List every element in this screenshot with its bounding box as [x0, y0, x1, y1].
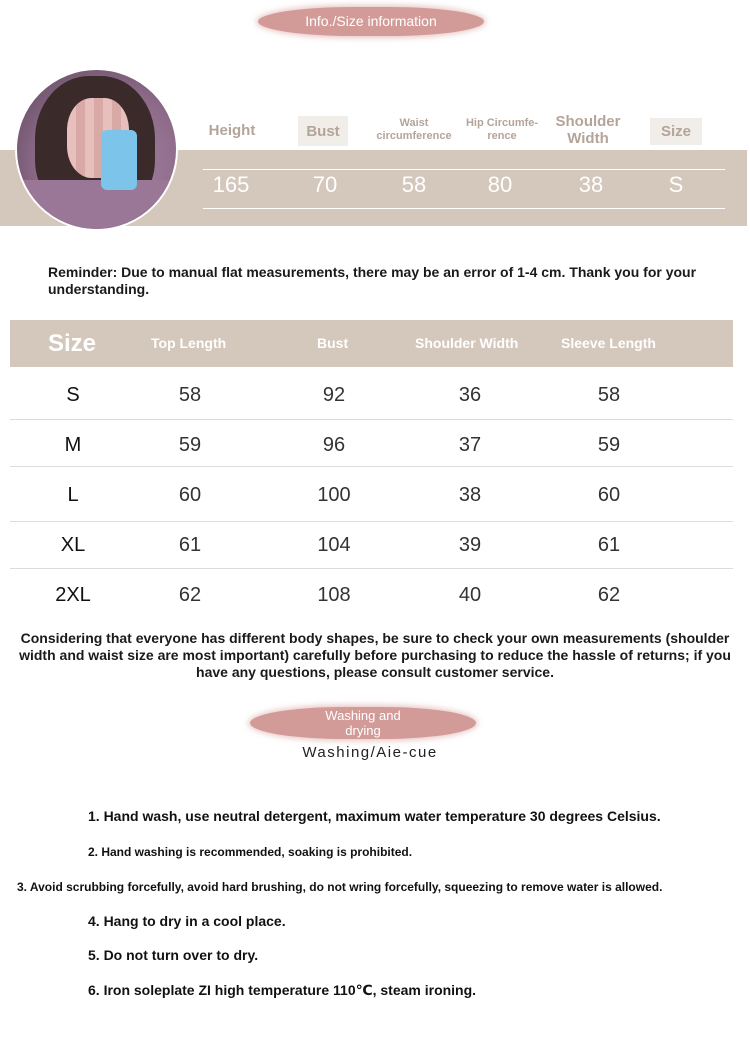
- washing-item-4: 4. Hang to dry in a cool place.: [88, 913, 286, 929]
- body-shape-note: Considering that everyone has different body shapes, be sure to check your own measurements (shoulder width and waist size are most important) carefully before purchasing to reduce the hassle of returns; if you have any questions, please consult customer service.: [19, 630, 731, 680]
- size-table-header-sleeve: Sleeve Length: [561, 335, 656, 351]
- table-row-divider: [10, 521, 733, 522]
- size-row-s-sleeve: 58: [597, 384, 621, 406]
- model-avatar: [15, 68, 178, 231]
- avatar-phone: [101, 130, 137, 190]
- size-row-xl-top-length: 61: [178, 534, 202, 556]
- size-table-header-bust: Bust: [317, 335, 349, 351]
- size-row-s-shoulder: 36: [458, 384, 482, 406]
- measurement-reminder: Reminder: Due to manual flat measurements, there may be an error of 1-4 cm. Thank you for your understanding.: [48, 264, 697, 297]
- model-value-waist: 58: [401, 172, 427, 197]
- table-row-divider: [10, 466, 733, 467]
- model-value-size: S: [668, 172, 684, 197]
- banner-washing-line1: Washing and: [325, 708, 401, 723]
- size-row-l-bust: 100: [317, 484, 351, 506]
- washing-item-2: 2. Hand washing is recommended, soaking is prohibited.: [88, 845, 413, 859]
- size-row-2xl-size: 2XL: [55, 584, 91, 606]
- size-row-xl-size: XL: [60, 534, 86, 556]
- size-row-xl-sleeve: 61: [597, 534, 621, 556]
- size-table-header-top-length: Top Length: [151, 335, 227, 351]
- size-row-m-bust: 96: [322, 434, 346, 456]
- size-row-l-top-length: 60: [178, 484, 202, 506]
- model-header-size: Size: [650, 118, 702, 145]
- avatar-body: [17, 180, 178, 231]
- size-row-2xl-sleeve: 62: [597, 584, 621, 606]
- table-row-divider: [10, 419, 733, 420]
- washing-item-5: 5. Do not turn over to dry.: [88, 947, 259, 963]
- section-banner-info: [258, 7, 484, 36]
- size-row-2xl-shoulder: 40: [458, 584, 482, 606]
- size-row-m-size: M: [64, 434, 82, 456]
- model-value-shoulder: 38: [578, 172, 604, 197]
- model-header-shoulder: Shoulder Width: [555, 113, 621, 147]
- washing-item-3: 3. Avoid scrubbing forcefully, avoid hard brushing, do not wring forcefully, squeezing to remove water is allowed.: [17, 880, 663, 894]
- banner-info-text: Info./Size information: [305, 13, 437, 29]
- model-divider-bottom: [203, 208, 725, 209]
- size-row-2xl-bust: 108: [317, 584, 351, 606]
- size-row-m-top-length: 59: [178, 434, 202, 456]
- size-row-xl-bust: 104: [317, 534, 351, 556]
- washing-item-1: 1. Hand wash, use neutral detergent, maximum water temperature 30 degrees Celsius.: [88, 808, 661, 824]
- washing-item-6: 6. Iron soleplate ZI high temperature 110℃, steam ironing.: [88, 982, 477, 998]
- size-row-l-size: L: [67, 484, 79, 506]
- size-row-m-sleeve: 59: [597, 434, 621, 456]
- size-row-s-size: S: [66, 384, 80, 406]
- size-row-s-top-length: 58: [178, 384, 202, 406]
- size-table-header-shoulder: Shoulder Width: [415, 335, 519, 351]
- section-banner-washing: [250, 707, 476, 739]
- size-row-xl-shoulder: 39: [458, 534, 482, 556]
- banner-washing-line2: drying: [345, 723, 381, 738]
- size-row-m-shoulder: 37: [458, 434, 482, 456]
- washing-subtitle: Washing/Aie-cue: [302, 744, 438, 761]
- size-row-l-sleeve: 60: [597, 484, 621, 506]
- model-divider-top: [203, 169, 725, 170]
- model-header-waist: Waist circumference: [376, 117, 452, 142]
- model-header-hip: Hip Circumfe- rence: [465, 117, 539, 142]
- size-row-s-bust: 92: [322, 384, 346, 406]
- size-row-l-shoulder: 38: [458, 484, 482, 506]
- size-table-header-size: Size: [48, 330, 97, 357]
- table-row-divider: [10, 568, 733, 569]
- model-value-height: 165: [212, 172, 250, 197]
- model-header-height: Height: [208, 121, 256, 139]
- model-value-bust: 70: [312, 172, 338, 197]
- model-value-hip: 80: [487, 172, 513, 197]
- model-header-bust: Bust: [298, 116, 348, 146]
- size-row-2xl-top-length: 62: [178, 584, 202, 606]
